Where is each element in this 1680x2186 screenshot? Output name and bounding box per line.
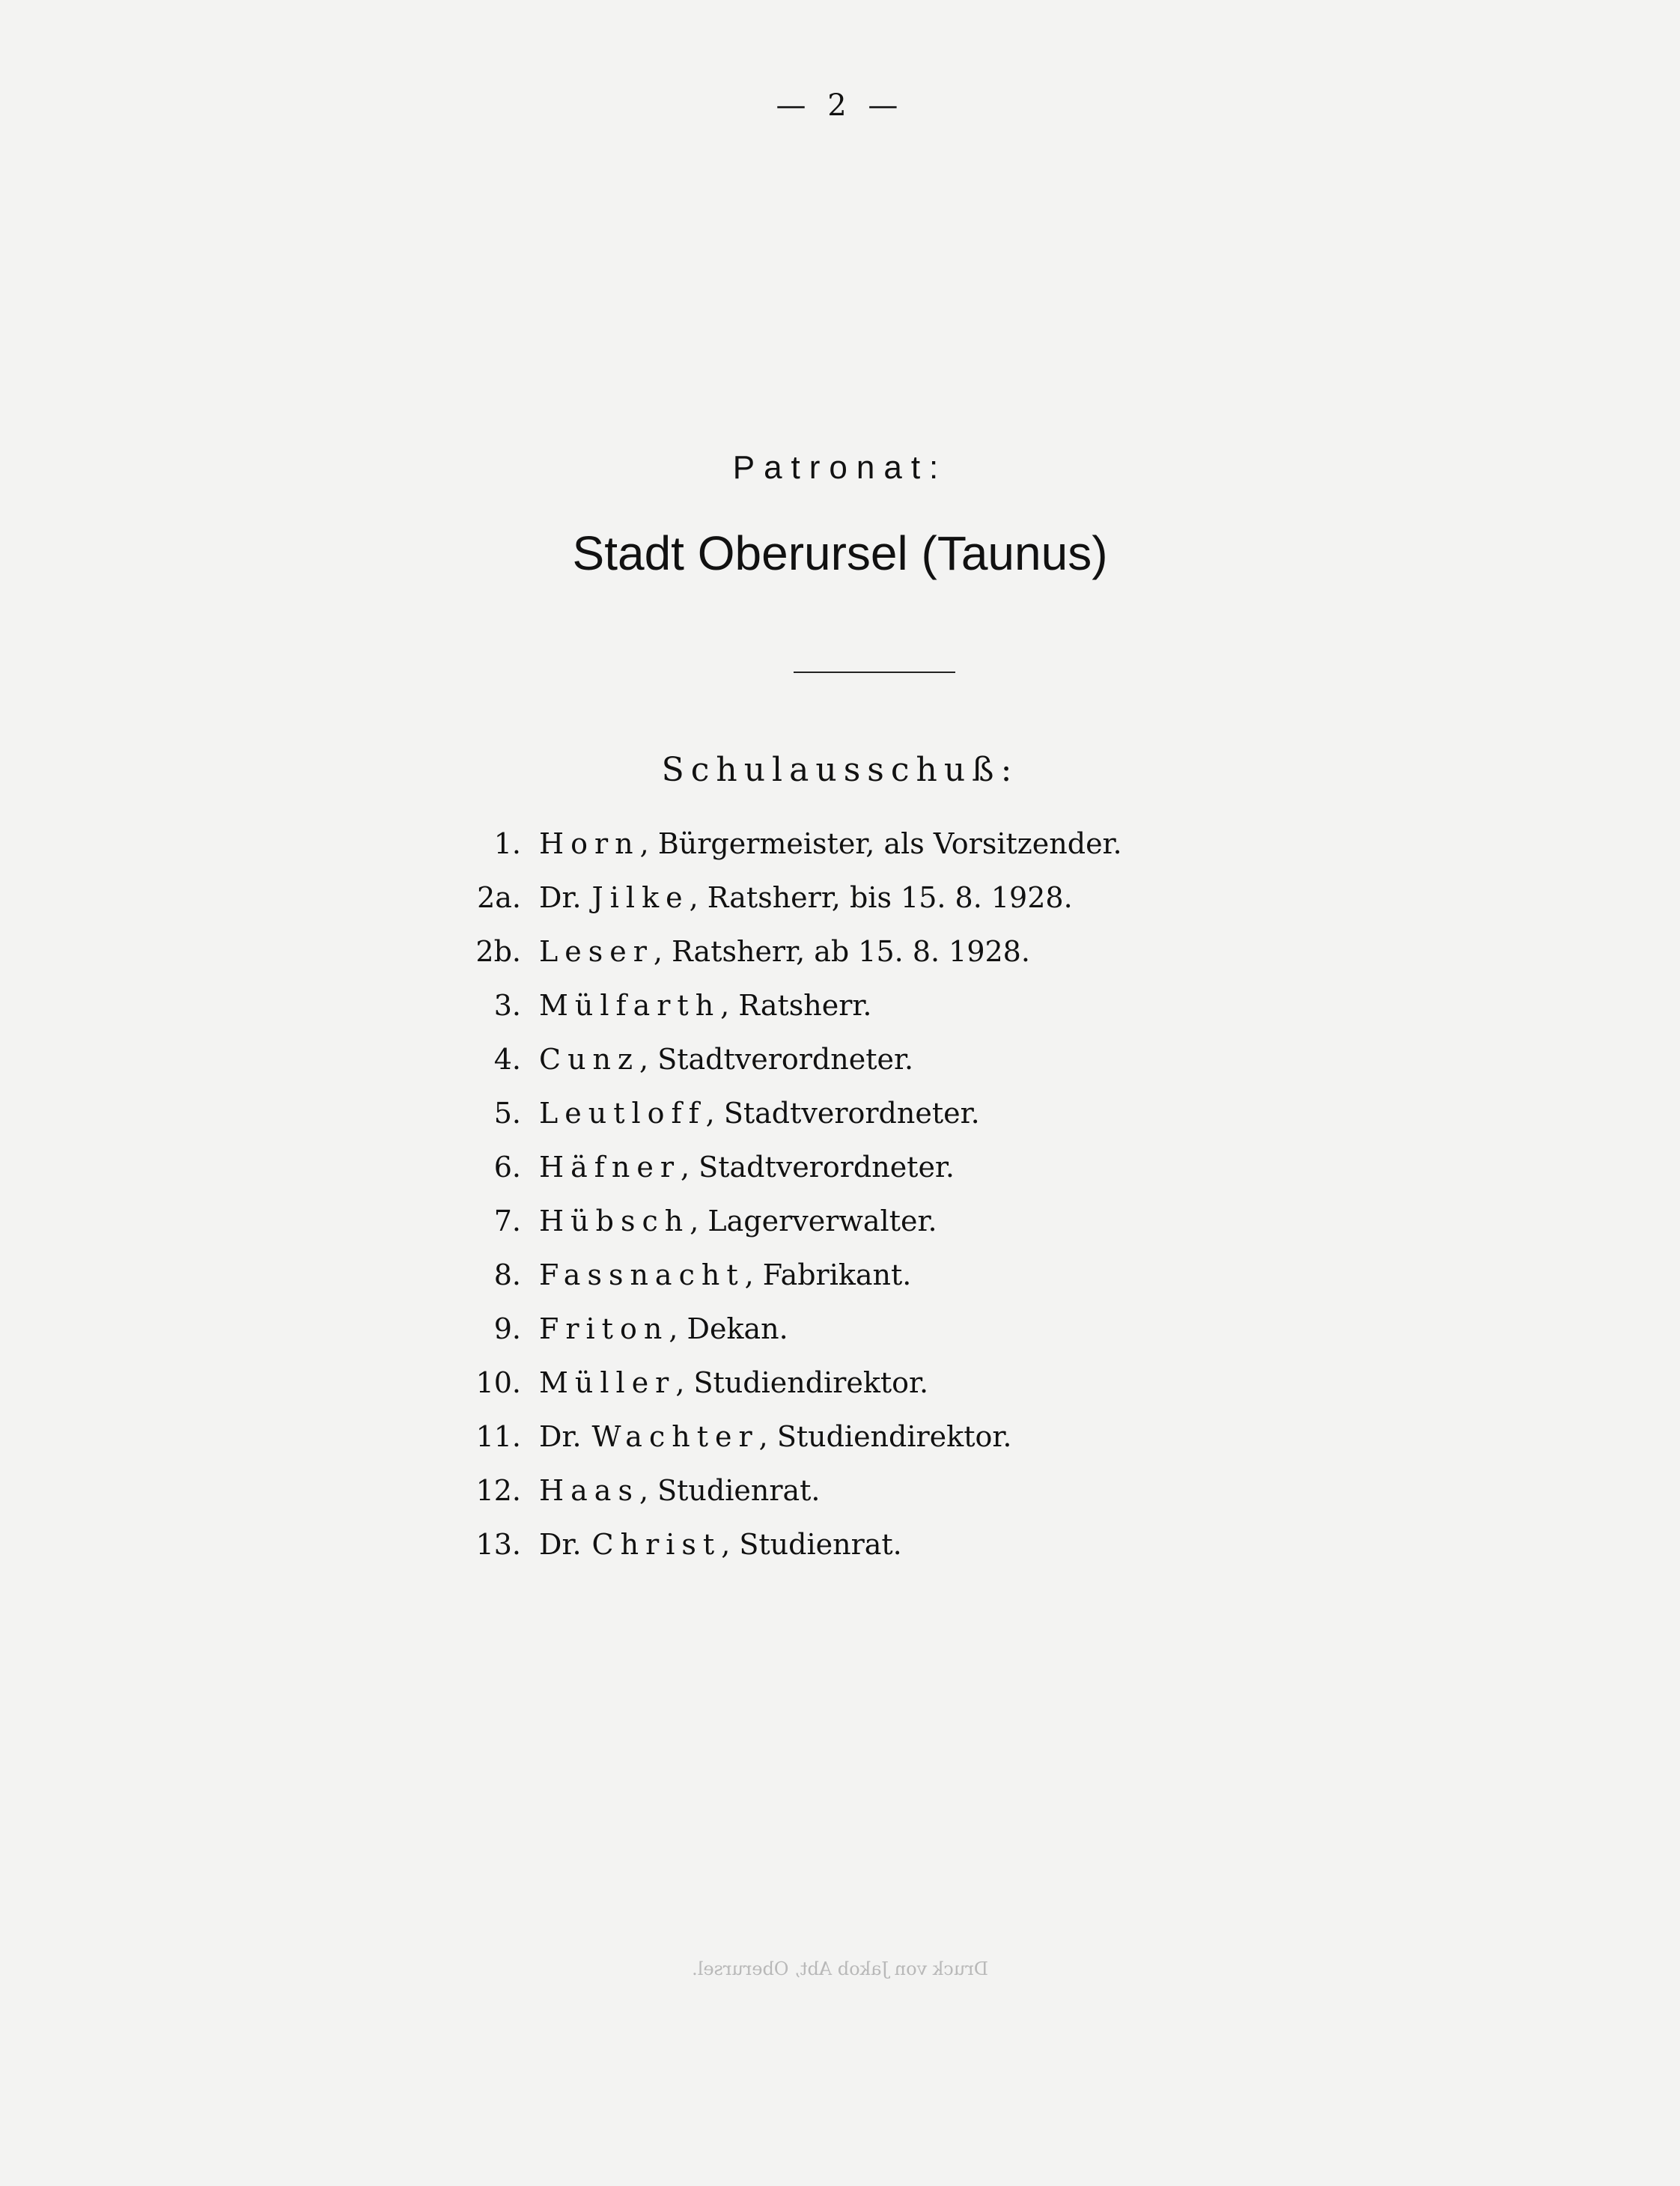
member-number: 11. bbox=[475, 1420, 521, 1453]
member-role: , Ratsherr, ab 15. 8. 1928. bbox=[654, 935, 1030, 968]
member-name: Haas bbox=[539, 1474, 639, 1507]
member-number: 6. bbox=[493, 1151, 521, 1184]
member-number: 12. bbox=[475, 1474, 521, 1507]
member-title: Dr. bbox=[539, 1528, 582, 1561]
member-role: , Bürgermeister, als Vorsitzender. bbox=[640, 827, 1122, 860]
member-role: , Fabrikant. bbox=[745, 1258, 912, 1291]
member-name: Horn bbox=[539, 827, 640, 860]
member-number: 3. bbox=[493, 989, 521, 1022]
member-role: , Studienrat. bbox=[639, 1474, 821, 1507]
member-number: 5. bbox=[493, 1097, 521, 1130]
printer-note: Druck von Jakob Abt, Oberursel. bbox=[692, 1958, 988, 1979]
member-name: Cunz bbox=[539, 1043, 640, 1076]
member-row bbox=[457, 1043, 1122, 1097]
member-number: 7. bbox=[493, 1205, 521, 1237]
member-number: 9. bbox=[493, 1312, 521, 1345]
member-role: , Stadtverordneter. bbox=[706, 1097, 980, 1130]
member-row bbox=[457, 1528, 1122, 1582]
member-role: , Stadtverordneter. bbox=[681, 1151, 955, 1184]
member-list bbox=[457, 827, 1122, 1582]
member-row bbox=[457, 1151, 1122, 1205]
member-row bbox=[457, 1366, 1122, 1420]
member-name: Christ bbox=[591, 1528, 722, 1561]
member-row bbox=[457, 1205, 1122, 1258]
member-role: , Ratsherr, bis 15. 8. 1928. bbox=[690, 881, 1073, 914]
member-name: Hübsch bbox=[539, 1205, 690, 1237]
member-row bbox=[457, 1258, 1122, 1312]
member-row bbox=[457, 1097, 1122, 1151]
member-title: Dr. bbox=[539, 1420, 582, 1453]
member-row bbox=[457, 989, 1122, 1043]
member-role: , Lagerverwalter. bbox=[690, 1205, 937, 1237]
member-row bbox=[457, 935, 1122, 989]
member-name: Fassnacht bbox=[539, 1258, 745, 1291]
member-role: , Studienrat. bbox=[721, 1528, 902, 1561]
member-number: 13. bbox=[475, 1528, 521, 1561]
member-title: Dr. bbox=[539, 881, 582, 914]
member-number: 2a. bbox=[477, 881, 521, 914]
member-role: , Studiendirektor. bbox=[675, 1366, 928, 1399]
patronat-heading: Patronat: bbox=[732, 449, 948, 486]
member-role: , Dekan. bbox=[669, 1312, 788, 1345]
patronat-name: Stadt Oberursel (Taunus) bbox=[572, 526, 1108, 580]
member-row bbox=[457, 881, 1122, 935]
member-number: 10. bbox=[475, 1366, 521, 1399]
member-name: Friton bbox=[539, 1312, 669, 1345]
member-row bbox=[457, 827, 1122, 881]
member-role: , Studiendirektor. bbox=[759, 1420, 1012, 1453]
member-role: , Stadtverordneter. bbox=[639, 1043, 913, 1076]
member-name: Leser bbox=[539, 935, 654, 968]
member-name: Mülfarth bbox=[539, 989, 721, 1022]
member-row bbox=[457, 1312, 1122, 1366]
member-number: 8. bbox=[493, 1258, 521, 1291]
member-row bbox=[457, 1420, 1122, 1474]
page-number: — 2 — bbox=[776, 88, 904, 123]
member-number: 4. bbox=[493, 1043, 521, 1076]
member-name: Müller bbox=[539, 1366, 676, 1399]
member-name: Häfner bbox=[539, 1151, 681, 1184]
member-role: , Ratsherr. bbox=[720, 989, 871, 1022]
member-number: 1. bbox=[493, 827, 521, 860]
member-row bbox=[457, 1474, 1122, 1528]
member-name: Jilke bbox=[591, 881, 690, 914]
member-name: Wachter bbox=[591, 1420, 759, 1453]
committee-heading: Schulausschuß: bbox=[661, 751, 1019, 789]
divider bbox=[794, 672, 955, 673]
member-number: 2b. bbox=[475, 935, 521, 968]
member-name: Leutloff bbox=[539, 1097, 706, 1130]
